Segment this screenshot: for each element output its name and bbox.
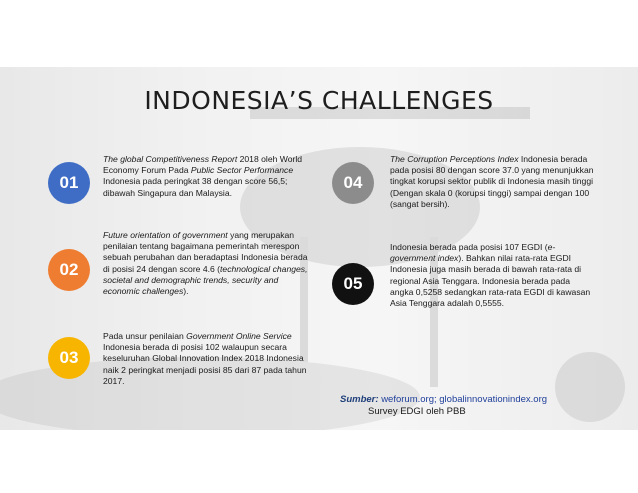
page-title: INDONESIA’S CHALLENGES bbox=[144, 86, 494, 115]
text-run: Public Sector Performance bbox=[190, 165, 294, 176]
text-run: Government Online Service bbox=[186, 331, 292, 341]
number-badge-01: 01 bbox=[48, 162, 90, 204]
text-run: e-government index bbox=[390, 242, 556, 264]
source-label: Sumber: bbox=[340, 394, 379, 405]
source-line-2: Survey EDGI oleh PBB bbox=[368, 406, 466, 417]
challenge-text-01 bbox=[103, 154, 308, 199]
text-run: Indonesia berada di posisi 102 walaupun secara keseluruhan Global Innovation Index 2018 Indonesia naik 2 peringkat menjadi posisi 85 dari 87 pada tahun 2017. bbox=[103, 342, 307, 386]
text-run: Pada unsur penilaian bbox=[103, 331, 187, 341]
text-run: 2018 oleh World Economy Forum Pada bbox=[103, 154, 303, 176]
text-run: Future orientation of government bbox=[103, 230, 228, 240]
number-badge-03: 03 bbox=[48, 337, 90, 379]
number-badge-04: 04 bbox=[332, 162, 374, 204]
source-note bbox=[340, 394, 548, 417]
challenge-text-02 bbox=[103, 230, 308, 297]
source-link[interactable]: weforum.org; globalinnovationindex.org bbox=[381, 394, 548, 405]
text-run: Indonesia pada peringkat 38 dengan score 56,5; dibawah Singapura dan Malaysia. bbox=[103, 176, 288, 198]
number-badge-05: 05 bbox=[332, 263, 374, 305]
text-run: technological changes, societal and demographic trends, security and economic challenges bbox=[103, 263, 308, 297]
text-run: yang merupakan penilaian tentang bagaimana pemerintah merespon sebuah perubahan dan beradaptasi Indonesia berada di posisi 24 dengan score 4.6 ( bbox=[103, 230, 308, 274]
text-run: ). Bahkan nilai rata-rata EGDI Indonesia juga masih berada di bawah rata-rata di regional Asia Tenggara. Indonesia berada pada angka 0,5258 sedangkan rata-rata EGDI di kawasan Asia Tenggara adalah 0,5555. bbox=[390, 253, 591, 309]
number-badge-02: 02 bbox=[48, 249, 90, 291]
text-run: Indonesia berada pada posisi 80 dengan score 37.0 yang menunjukkan tingkat korupsi sektor publik di Indonesia masih tinggi (Dengan skala 0 (korupsi tinggi) sampai dengan 100 (sangat bersih). bbox=[390, 154, 594, 209]
text-run: ). bbox=[183, 286, 189, 297]
challenge-text-04 bbox=[390, 154, 595, 210]
text-run: The Corruption Perceptions Index bbox=[390, 154, 519, 164]
challenge-text-05 bbox=[390, 242, 595, 309]
challenge-text-03 bbox=[103, 331, 308, 387]
text-run: Indonesia berada pada posisi 107 EGDI ( bbox=[390, 242, 548, 252]
text-run: The global Competitiveness Report bbox=[103, 154, 238, 164]
